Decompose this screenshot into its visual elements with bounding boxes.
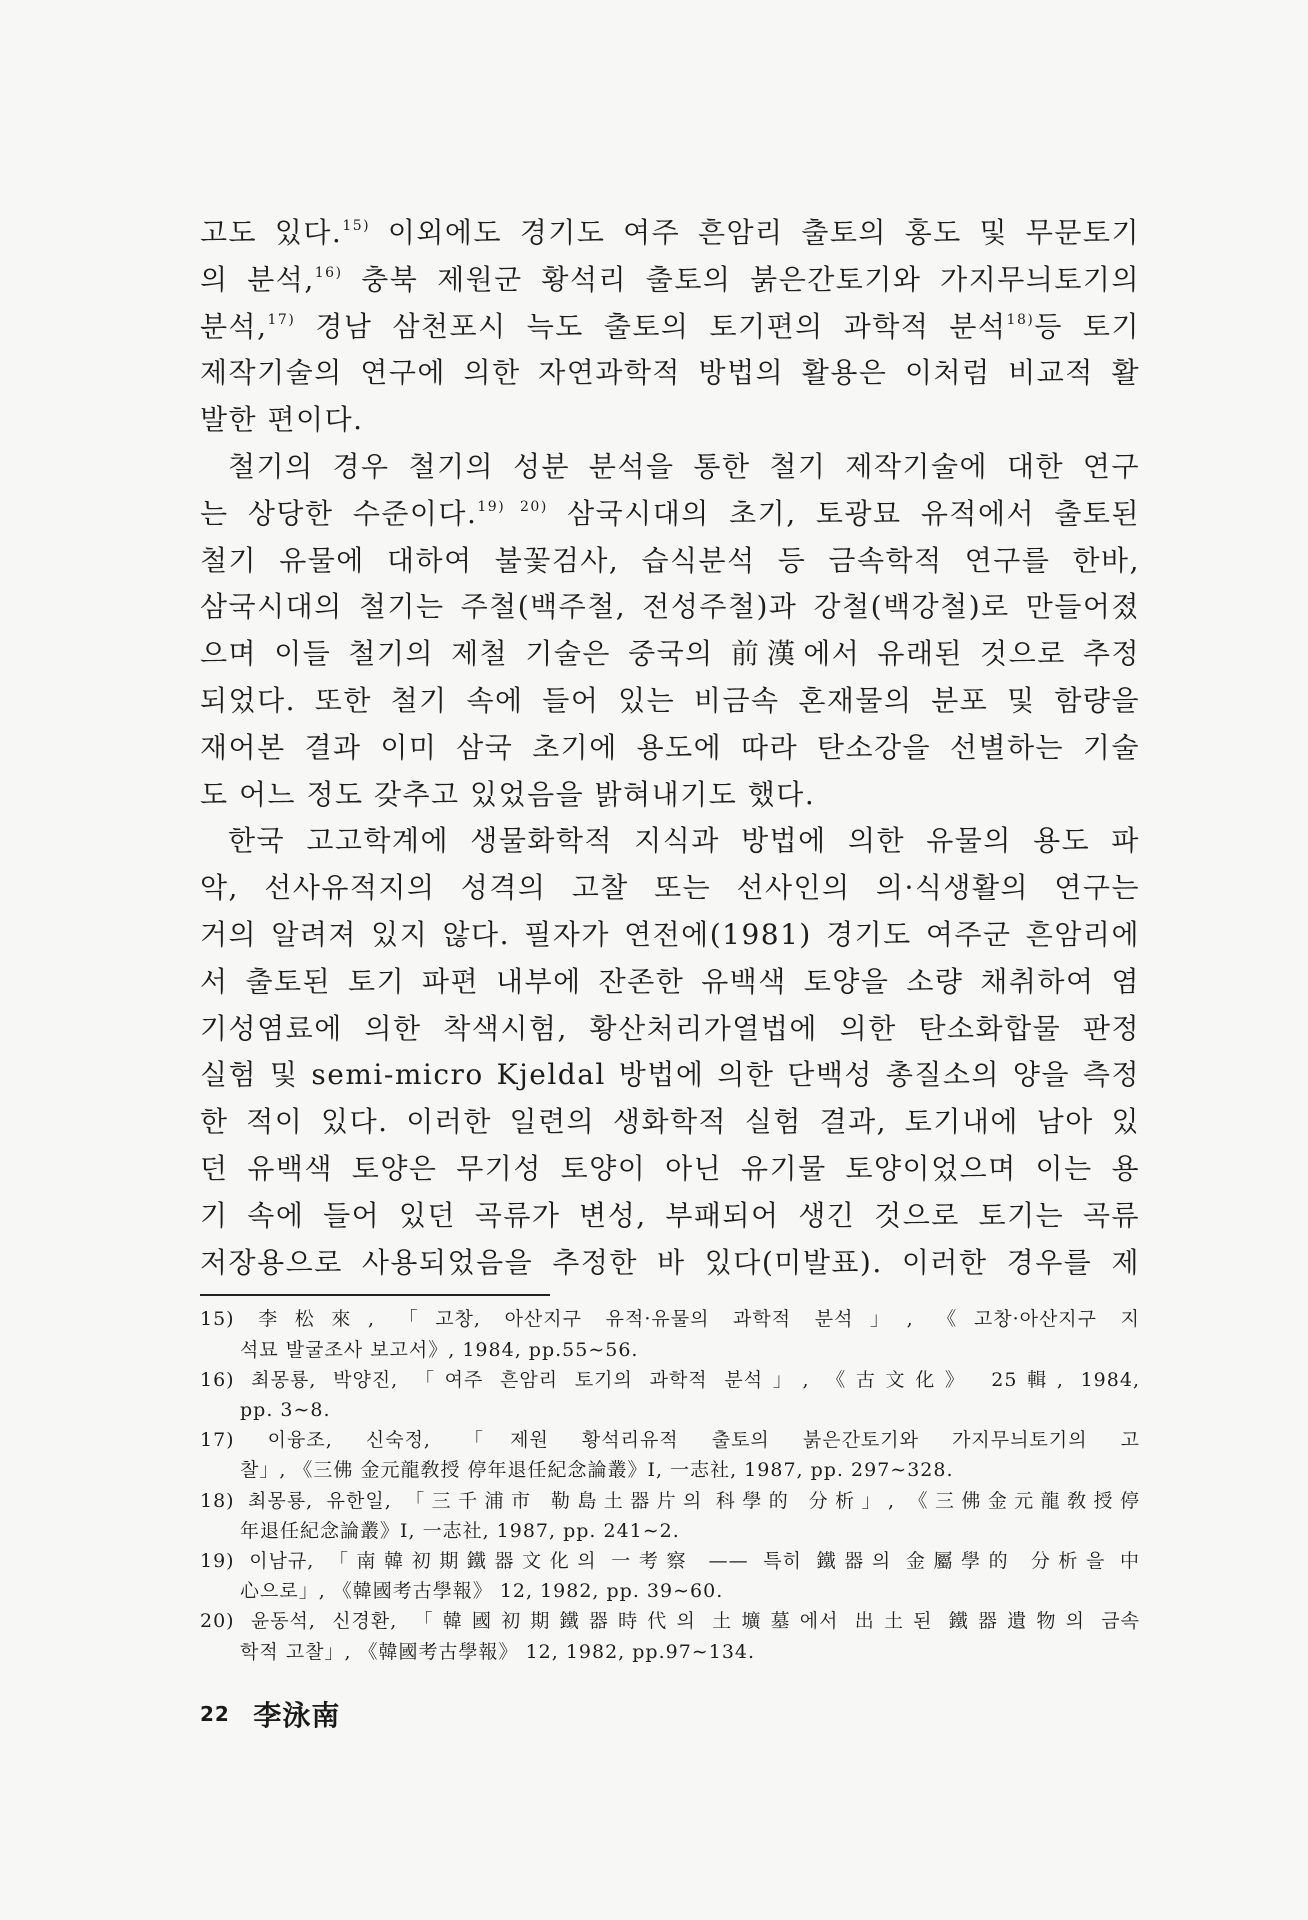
text-segment: 악, 선사유적지의 성격의 고찰 또는 선사인의 의·식생활의 연구는 <box>200 871 1140 905</box>
text-segment: 으며 이들 철기의 제철 기술은 중국의 前漢에서 유래된 것으로 추정 <box>200 637 1140 671</box>
text-line <box>200 397 1140 444</box>
text-segment: 의 분석, <box>200 262 315 296</box>
page-footer <box>200 1694 340 1734</box>
body-text <box>200 210 1140 1286</box>
footnote-line: pp. 3∼8. <box>240 1398 331 1421</box>
text-segment: 던 유백색 토양은 무기성 토양이 아닌 유기물 토양이었으며 이는 용 <box>200 1151 1140 1185</box>
footnote-line: 20) 윤동석, 신경환, 「韓國初期鐵器時代의 土壙墓에서 出土된 鐵器遺物의 금속 <box>200 1610 1140 1633</box>
footnote-line: 年退任紀念論叢》I, 一志社, 1987, pp. 241∼2. <box>240 1519 680 1542</box>
footnote <box>200 1425 1140 1485</box>
footnote-line: 心으로」, 《韓國考古學報》 12, 1982, pp. 39∼60. <box>240 1580 724 1603</box>
text-segment: 저장용으로 사용되었음을 추정한 바 있다(미발표). 이러한 경우를 제 <box>200 1245 1140 1279</box>
text-line <box>200 1099 1140 1146</box>
footnote-line: 16) 최몽룡, 박양진, 「여주 흔암리 토기의 과학적 분석」, 《古文化》 25輯, 1984, <box>200 1368 1140 1391</box>
text-line <box>200 725 1140 772</box>
text-segment: 거의 알려져 있지 않다. 필자가 연전에(1981) 경기도 여주군 흔암리에 <box>200 917 1140 951</box>
text-segment: 는 상당한 수준이다. <box>200 496 478 530</box>
footnote <box>200 1486 1140 1546</box>
text-line <box>200 491 1140 538</box>
text-segment: 고도 있다. <box>200 216 343 249</box>
text-line <box>200 584 1140 631</box>
text-line <box>200 1006 1140 1053</box>
text-line <box>200 210 1140 257</box>
author-name: 李泳南 <box>253 1699 341 1732</box>
text-segment: 충북 제원군 황석리 출토의 붉은간토기와 가지무늬토기의 <box>342 262 1140 296</box>
footnote-line: 찰」, 《三佛 金元龍敎授 停年退任紀念論叢》I, 一志社, 1987, pp. 297∼328. <box>240 1459 954 1482</box>
footnote-reference: 16) <box>314 264 343 281</box>
text-line <box>200 865 1140 912</box>
footnote-divider <box>200 1294 550 1296</box>
text-segment: 이외에도 경기도 여주 흔암리 출토의 홍도 및 무문토기 <box>370 216 1140 249</box>
footnotes <box>200 1304 1140 1666</box>
footnote-line: 18) 최몽룡, 유한일, 「三千浦市 勒島土器片의 科學的 分析」, 《三佛金元龍敎授停 <box>200 1489 1140 1512</box>
text-segment: 실험 및 semi-micro Kjeldal 방법에 의한 단백성 총질소의 양을 측정 <box>200 1058 1140 1092</box>
text-line <box>200 631 1140 678</box>
text-segment: 발한 편이다. <box>200 403 364 437</box>
text-segment: 철기 유물에 대하여 불꽃검사, 습식분석 등 금속학적 연구를 한바, <box>200 543 1140 577</box>
text-line <box>200 1240 1140 1287</box>
text-line <box>200 912 1140 959</box>
text-segment: 분석, <box>200 309 268 343</box>
text-segment: 서 출토된 토기 파편 내부에 잔존한 유백색 토양을 소량 채취하여 염 <box>200 964 1140 998</box>
footnote <box>200 1606 1140 1666</box>
text-line <box>200 304 1140 351</box>
text-segment: 되었다. 또한 철기 속에 들어 있는 비금속 혼재물의 분포 및 함량을 <box>200 683 1140 717</box>
paragraph <box>200 818 1140 1286</box>
text-line <box>200 350 1140 397</box>
text-segment: 등 토기 <box>1034 309 1140 343</box>
footnote-reference: 17) <box>267 311 296 328</box>
text-line <box>200 257 1140 304</box>
page-body <box>200 210 1140 1667</box>
text-line <box>200 1146 1140 1193</box>
paragraph <box>200 444 1140 818</box>
footnote-reference: 15) <box>342 218 371 234</box>
text-segment: 재어본 결과 이미 삼국 초기에 용도에 따라 탄소강을 선별하는 기술 <box>200 730 1140 764</box>
text-line <box>200 772 1140 819</box>
text-line <box>200 959 1140 1006</box>
footnote-line: 석묘 발굴조사 보고서》, 1984, pp.55∼56. <box>240 1338 639 1361</box>
text-segment: 한 적이 있다. 이러한 일련의 생화학적 실험 결과, 토기내에 남아 있 <box>200 1105 1140 1139</box>
paragraph <box>200 210 1140 444</box>
text-segment: 철기의 경우 철기의 성분 분석을 통한 철기 제작기술에 대한 연구 <box>228 449 1140 483</box>
text-segment: 제작기술의 연구에 의한 자연과학적 방법의 활용은 이처럼 비교적 활 <box>200 356 1140 390</box>
footnote-line: 19) 이남규, 「南韓初期鐵器文化의 一考察 —— 특히 鐵器의 金屬學的 分析을 中 <box>200 1549 1140 1572</box>
text-line <box>200 1193 1140 1240</box>
text-segment: 삼국시대의 철기는 주철(백주철, 전성주철)과 강철(백강철)로 만들어졌 <box>200 590 1140 624</box>
text-line <box>200 678 1140 725</box>
text-line <box>200 538 1140 585</box>
text-segment: 기 속에 들어 있던 곡류가 변성, 부패되어 생긴 것으로 토기는 곡류 <box>200 1198 1140 1232</box>
footnote <box>200 1546 1140 1606</box>
footnote-line: 15) 李松來, 「고창, 아산지구 유적·유물의 과학적 분석」, 《고창·아산지구 지 <box>200 1308 1140 1331</box>
text-segment: 기성염료에 의한 착색시험, 황산처리가열법에 의한 탄소화합물 판정 <box>200 1011 1140 1045</box>
text-segment: 경남 삼천포시 늑도 출토의 토기편의 과학적 분석 <box>295 309 1007 343</box>
footnote-line: 17) 이융조, 신숙정, 「제원 황석리유적 출토의 붉은간토기와 가지무늬토기의 고 <box>200 1429 1140 1452</box>
text-segment: 삼국시대의 초기, 토광묘 유적에서 출토된 <box>547 496 1140 530</box>
footnote-reference: 19) 20) <box>477 498 548 515</box>
text-line <box>200 818 1140 865</box>
footnote-line: 학적 고찰」, 《韓國考古學報》 12, 1982, pp.97∼134. <box>240 1640 756 1663</box>
text-line <box>200 444 1140 491</box>
text-segment: 도 어느 정도 갖추고 있었음을 밝혀내기도 했다. <box>200 777 816 811</box>
page-number: 22 <box>200 1702 230 1726</box>
footnote-reference: 18) <box>1006 311 1035 328</box>
footnote <box>200 1365 1140 1425</box>
text-segment: 한국 고고학계에 생물화학적 지식과 방법에 의한 유물의 용도 파 <box>228 824 1140 858</box>
text-line <box>200 1052 1140 1099</box>
footnote <box>200 1304 1140 1364</box>
